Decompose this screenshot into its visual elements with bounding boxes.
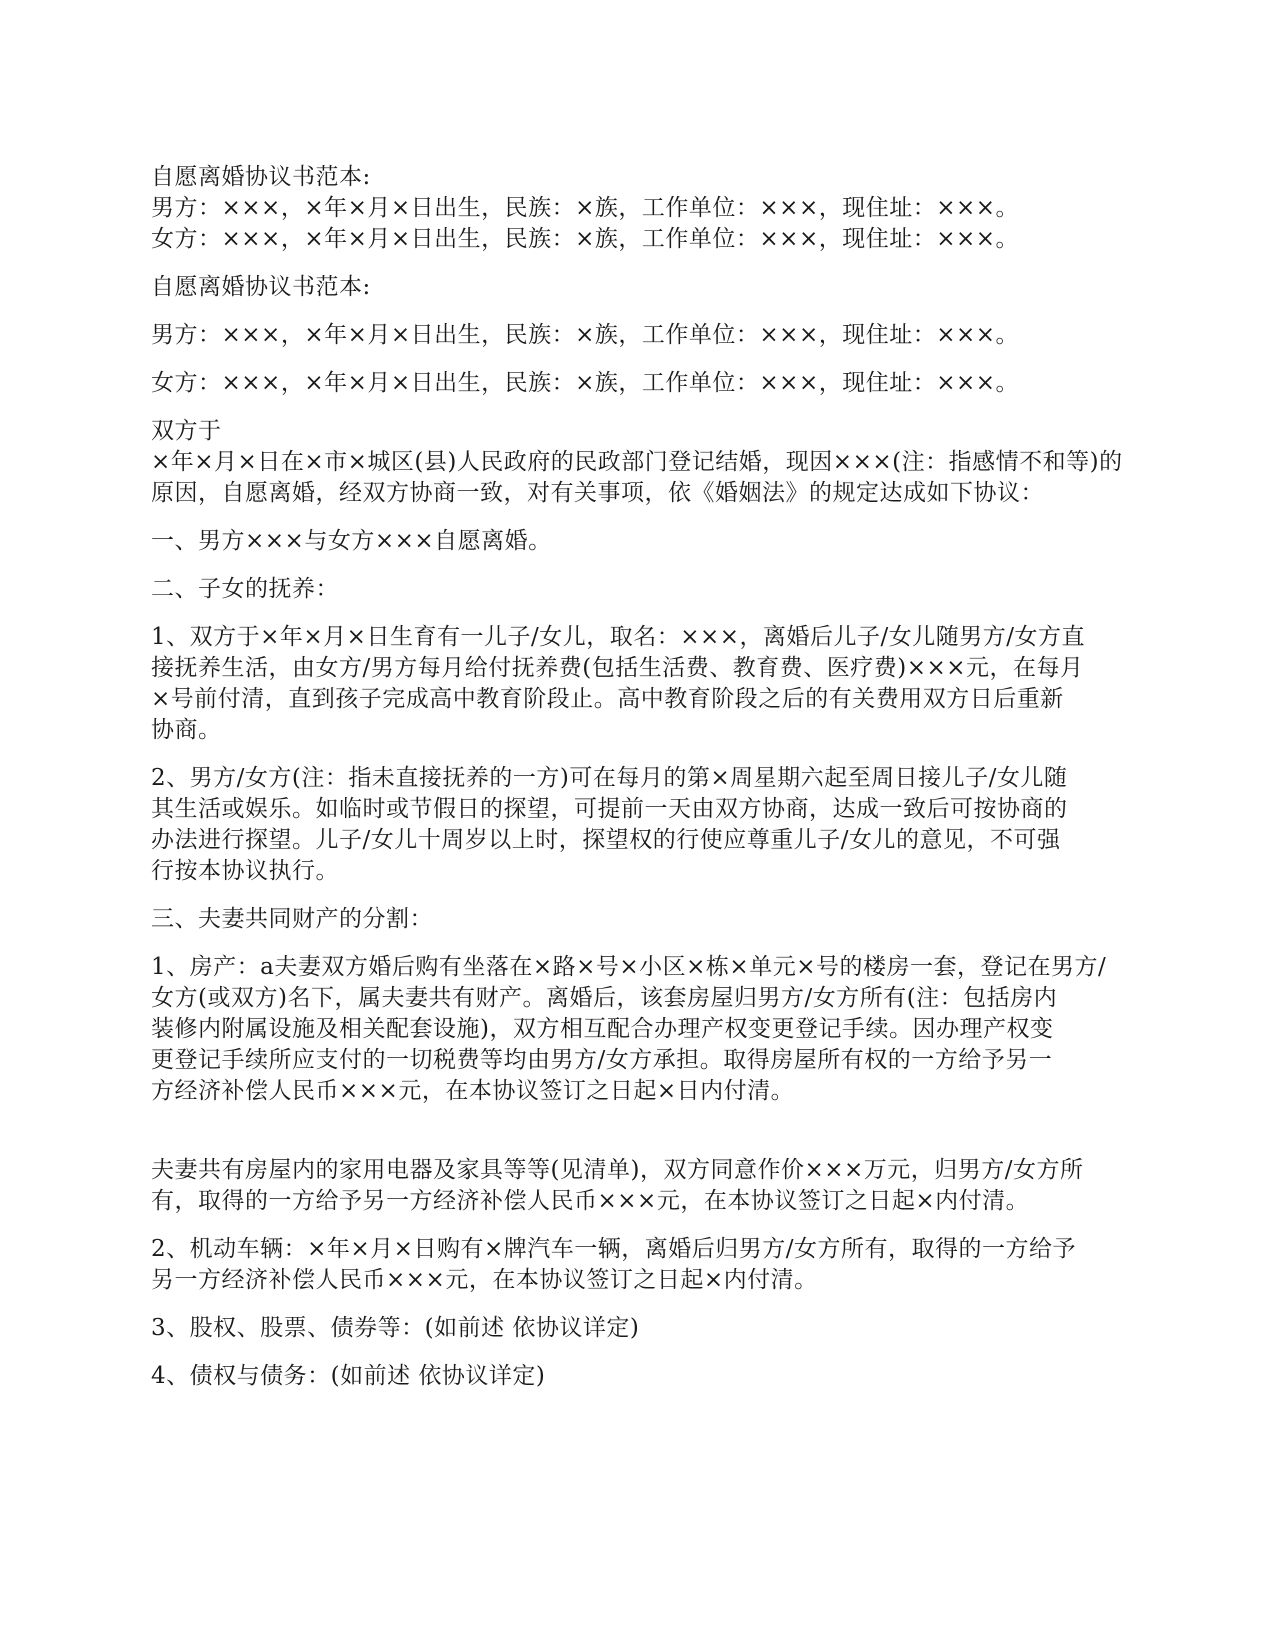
clause-divorce: 一、男方×××与女方×××自愿离婚。 — [151, 528, 552, 554]
vehicle-line: 2、机动车辆：×年×月×日购有×牌汽车一辆，离婚后归男方/女方所有，取得的一方给予 — [151, 1236, 1076, 1262]
appliances-line: 有，取得的一方给予另一方经济补偿人民币×××元，在本协议签订之日起×内付清。 — [151, 1188, 1030, 1214]
intro-line: ×年×月×日在×市×城区(县)人民政府的民政部门登记结婚，现因×××(注：指感情不和等)的 — [151, 449, 1123, 475]
clause-stocks: 3、股权、股票、债券等：(如前述 依协议详定) — [151, 1315, 640, 1341]
visitation-paragraph — [151, 763, 1131, 887]
child-support-line: 接抚养生活，由女方/男方每月给付抚养费(包括生活费、教育费、医疗费)×××元，在每月 — [151, 655, 1084, 681]
child-support-paragraph — [151, 622, 1131, 746]
document-title-repeat: 自愿离婚协议书范本: — [151, 274, 371, 300]
male-party-info: 男方：×××，×年×月×日出生，民族：×族，工作单位：×××，现住址：×××。 — [151, 195, 1020, 221]
house-line: 更登记手续所应支付的一切税费等均由男方/女方承担。取得房屋所有权的一方给予另一 — [151, 1047, 1053, 1073]
clause-child-custody-heading: 二、子女的抚养： — [151, 576, 339, 602]
appliances-line: 夫妻共有房屋内的家用电器及家具等等(见清单)，双方同意作价×××万元，归男方/女方所 — [151, 1157, 1084, 1183]
document-title: 自愿离婚协议书范本: — [151, 164, 371, 190]
vehicle-line: 另一方经济补偿人民币×××元，在本协议签订之日起×内付清。 — [151, 1267, 818, 1293]
child-support-line: ×号前付清，直到孩子完成高中教育阶段止。高中教育阶段之后的有关费用双方日后重新 — [151, 686, 1064, 712]
intro-paragraph — [151, 416, 1131, 509]
visitation-line: 2、男方/女方(注：指未直接抚养的一方)可在每月的第×周星期六起至周日接儿子/女儿随 — [151, 765, 1068, 791]
child-support-line: 1、双方于×年×月×日生育有一儿子/女儿，取名：×××，离婚后儿子/女儿随男方/女方直 — [151, 624, 1086, 650]
vehicle-paragraph — [151, 1234, 1131, 1296]
clause-property-heading: 三、夫妻共同财产的分割： — [151, 906, 433, 932]
visitation-line: 行按本协议执行。 — [151, 858, 339, 884]
visitation-line: 办法进行探望。儿子/女儿十周岁以上时，探望权的行使应尊重儿子/女儿的意见，不可强 — [151, 827, 1061, 853]
header-block — [151, 162, 1131, 255]
male-party-info-repeat: 男方：×××，×年×月×日出生，民族：×族，工作单位：×××，现住址：×××。 — [151, 322, 1020, 348]
visitation-line: 其生活或娱乐。如临时或节假日的探望，可提前一天由双方协商，达成一致后可按协商的 — [151, 796, 1068, 822]
clause-debts: 4、债权与债务：(如前述 依协议详定) — [151, 1363, 546, 1389]
document-body — [151, 162, 1131, 1409]
female-party-info: 女方：×××，×年×月×日出生，民族：×族，工作单位：×××，现住址：×××。 — [151, 226, 1020, 252]
female-party-info-repeat: 女方：×××，×年×月×日出生，民族：×族，工作单位：×××，现住址：×××。 — [151, 370, 1020, 396]
child-support-line: 协商。 — [151, 717, 222, 743]
intro-line: 原因，自愿离婚，经双方协商一致，对有关事项，依《婚姻法》的规定达成如下协议： — [151, 480, 1044, 506]
appliances-paragraph — [151, 1155, 1131, 1217]
house-paragraph — [151, 952, 1131, 1107]
intro-line: 双方于 — [151, 418, 222, 444]
house-line: 装修内附属设施及相关配套设施)，双方相互配合办理产权变更登记手续。因办理产权变 — [151, 1016, 1054, 1042]
house-line: 方经济补偿人民币×××元，在本协议签订之日起×日内付清。 — [151, 1078, 795, 1104]
house-line: 女方(或双方)名下，属夫妻共有财产。离婚后，该套房屋归男方/女方所有(注：包括房内 — [151, 985, 1058, 1011]
house-line: 1、房产：a夫妻双方婚后购有坐落在×路×号×小区×栋×单元×号的楼房一套，登记在男方/ — [151, 954, 1107, 980]
